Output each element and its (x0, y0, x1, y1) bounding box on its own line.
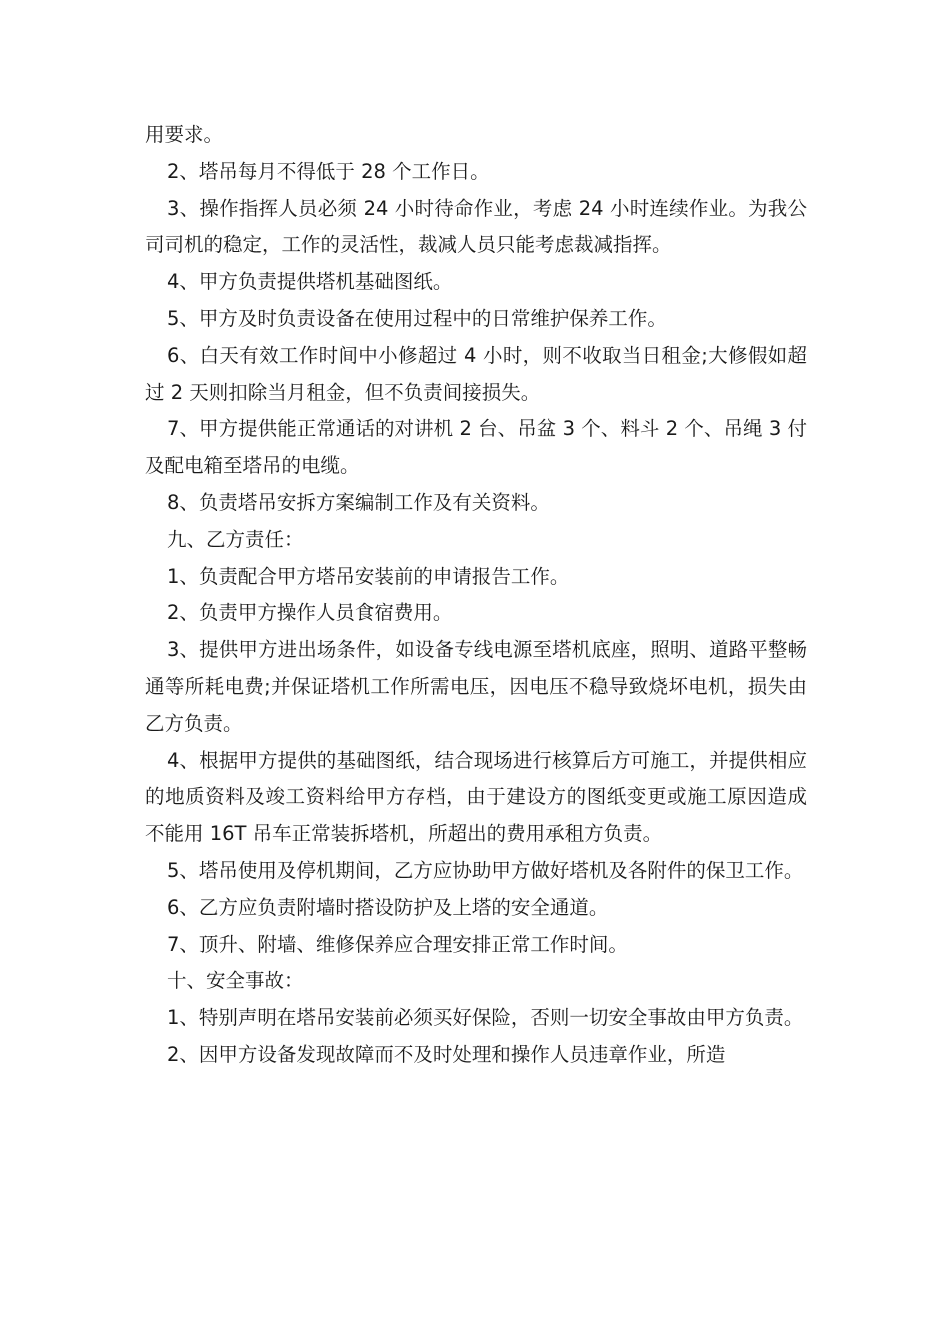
paragraph: 8、负责塔吊安拆方案编制工作及有关资料。 (167, 490, 550, 514)
paragraph: 2、塔吊每月不得低于 28 个工作日。 (167, 159, 490, 183)
section-heading: 十、安全事故： (167, 969, 304, 993)
document-body (145, 117, 807, 1074)
paragraph: 6、白天有效工作时间中小修超过 4 小时，则不收取当日租金;大修假如超过 2 天则扣除当月租金，但不负责间接损失。 (145, 343, 807, 404)
paragraph-continued: 用要求。 (145, 123, 224, 146)
paragraph: 2、因甲方设备发现故障而不及时处理和操作人员违章作业，所造 (167, 1042, 726, 1066)
section-heading: 九、乙方责任： (167, 527, 304, 551)
paragraph: 2、负责甲方操作人员食宿费用。 (167, 601, 453, 625)
paragraph: 4、甲方负责提供塔机基础图纸。 (167, 270, 453, 294)
paragraph: 7、甲方提供能正常通话的对讲机 2 台、吊盆 3 个、料斗 2 个、吊绳 3 付及配电箱至塔吊的电缆。 (145, 417, 807, 478)
paragraph: 3、提供甲方进出场条件，如设备专线电源至塔机底座，照明、道路平整畅通等所耗电费;并保证塔机工作所需电压，因电压不稳导致烧坏电机，损失由乙方负责。 (145, 638, 807, 735)
paragraph: 7、顶升、附墙、维修保养应合理安排正常工作时间。 (167, 932, 628, 956)
paragraph: 1、负责配合甲方塔吊安装前的申请报告工作。 (167, 564, 570, 588)
paragraph: 5、甲方及时负责设备在使用过程中的日常维护保养工作。 (167, 306, 667, 330)
paragraph: 6、乙方应负责附墙时搭设防护及上塔的安全通道。 (167, 895, 609, 919)
paragraph: 4、根据甲方提供的基础图纸，结合现场进行核算后方可施工，并提供相应的地质资料及竣工资料给甲方存档，由于建设方的图纸变更或施工原因造成不能用 16T 吊车正常装拆塔机，所超出的费用承租方负责。 (145, 748, 807, 846)
paragraph: 1、特别声明在塔吊安装前必须买好保险，否则一切安全事故由甲方负责。 (167, 1006, 804, 1030)
paragraph: 5、塔吊使用及停机期间，乙方应协助甲方做好塔机及各附件的保卫工作。 (167, 858, 804, 882)
paragraph: 3、操作指挥人员必须 24 小时待命作业，考虑 24 小时连续作业。为我公司司机的稳定，工作的灵活性，裁减人员只能考虑裁减指挥。 (145, 196, 807, 257)
